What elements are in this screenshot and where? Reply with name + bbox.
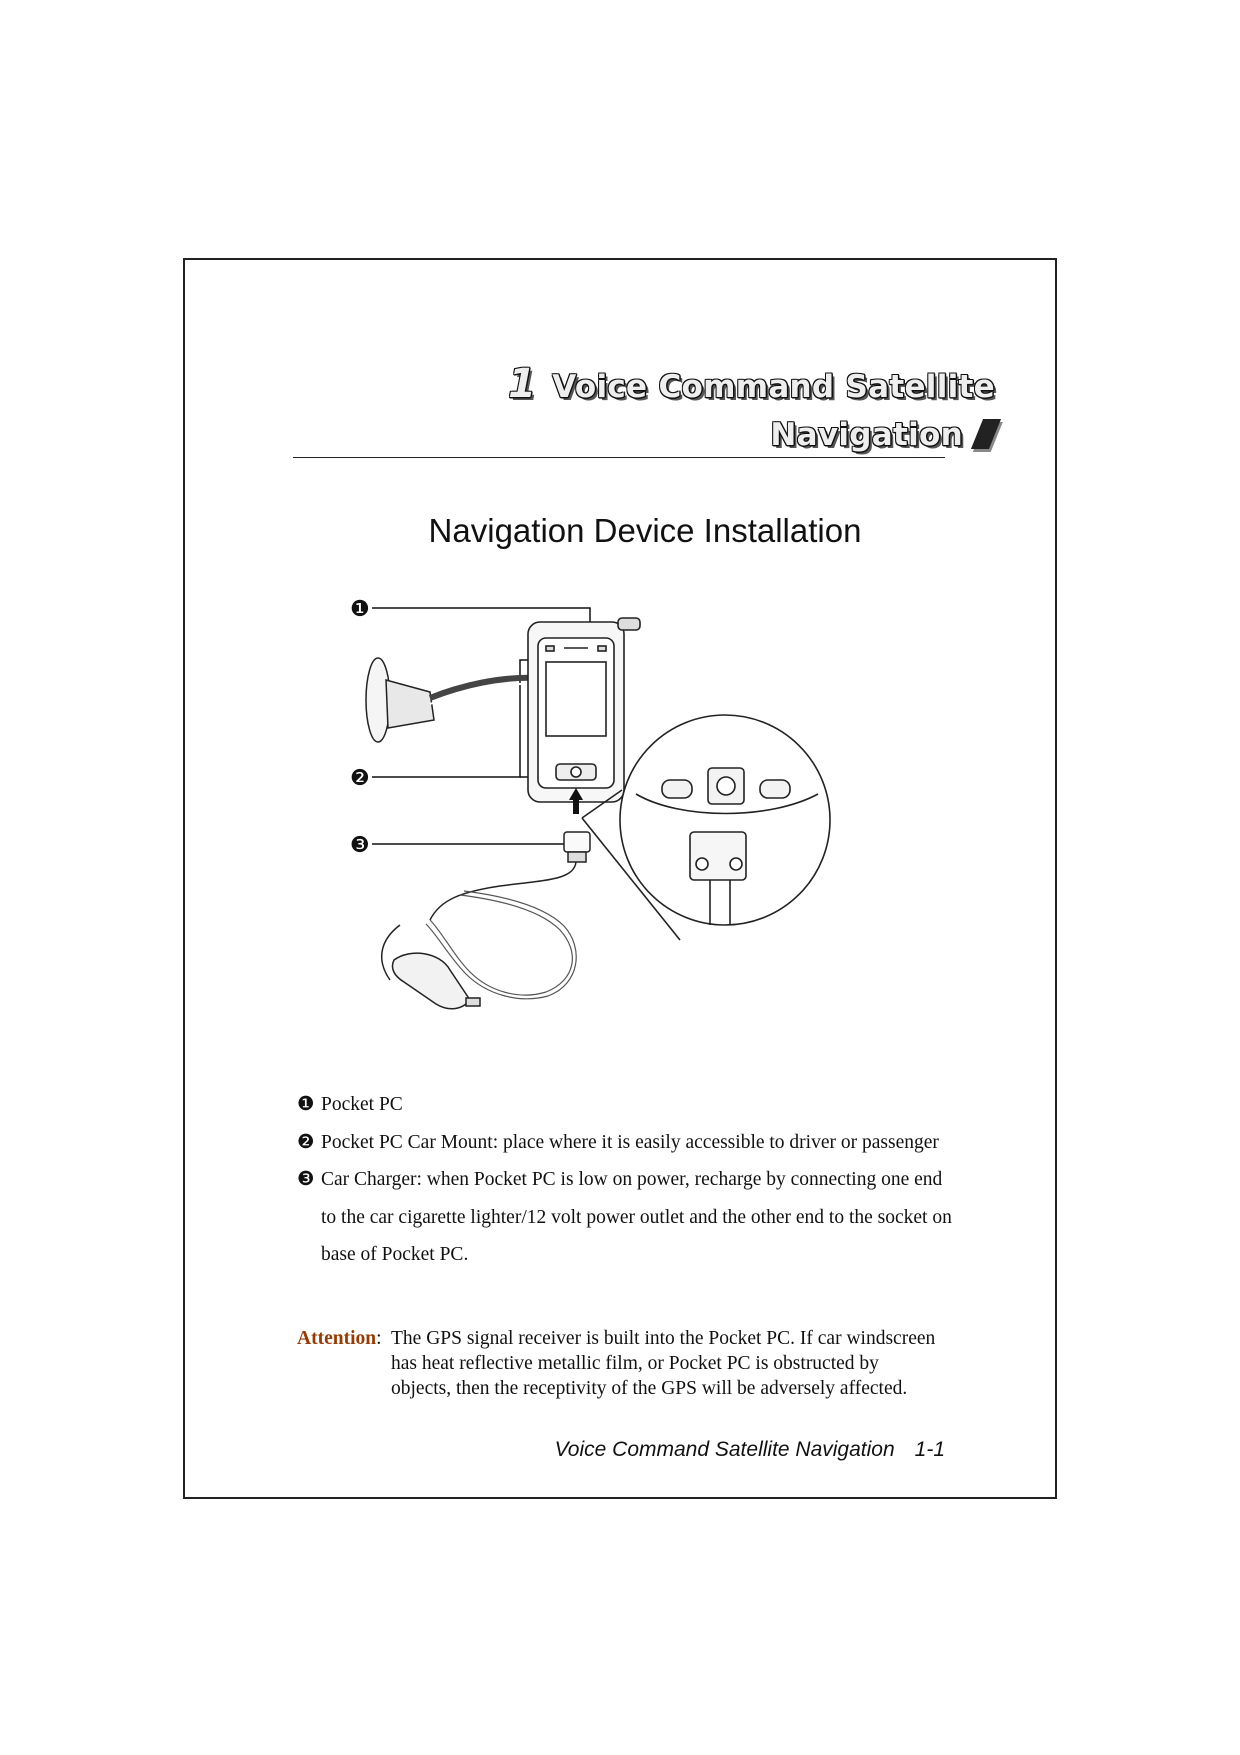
callout-1: ❶ [350,597,370,622]
legend-item-2 [297,1124,957,1162]
legend-text-3: Car Charger: when Pocket PC is low on power, recharge by connecting one end to the car cigarette lighter/12 volt power outlet and the other end to the socket on base of Pocket PC. [321,1169,952,1265]
page-number: 1-1 [914,1438,945,1461]
callout-3: ❸ [350,833,370,858]
section-heading: Navigation Device Installation [428,512,862,549]
page-footer [555,1438,945,1462]
attention-label: Attention [297,1328,377,1349]
legend-item-3 [297,1161,957,1274]
legend-mark-2: ❷ [297,1131,315,1153]
legend-item-1 [297,1086,957,1124]
suction-mount-icon [366,658,540,742]
chapter-title-line2: Navigation [770,417,963,453]
chapter-title-line1: Voice Command Satellite [552,369,995,405]
footer-title: Voice Command Satellite Navigation [554,1438,895,1461]
chapter-title [295,360,995,459]
page-frame [183,258,1057,1499]
callout-2: ❷ [350,766,370,791]
legend-text-2: Pocket PC Car Mount: place where it is easily accessible to driver or passenger [321,1131,939,1153]
legend [297,1086,957,1274]
pocket-pc-icon [528,618,640,802]
attention-note: Attention: The GPS signal receiver is built into the Pocket PC. If car windscreen has heat reflective metallic film, or Pocket PC is obstructed by objects, then the receptivity of the GPS will be adversely affected. [297,1326,957,1351]
legend-text-1: Pocket PC [321,1094,403,1115]
title-divider [293,457,945,458]
chapter-number: 1 [508,361,537,407]
legend-mark-3: ❸ [297,1169,315,1190]
car-charger-icon [382,832,590,1009]
legend-mark-1: ❶ [297,1094,315,1115]
installation-illustration [350,580,1050,1040]
attention-text: The GPS signal receiver is built into the Pocket PC. If car windscreen has heat reflective metallic film, or Pocket PC is obstructed by objects, then the receptivity of the GPS will be adversely affected. [391,1328,936,1399]
chapter-end-mark-icon [971,419,1001,449]
